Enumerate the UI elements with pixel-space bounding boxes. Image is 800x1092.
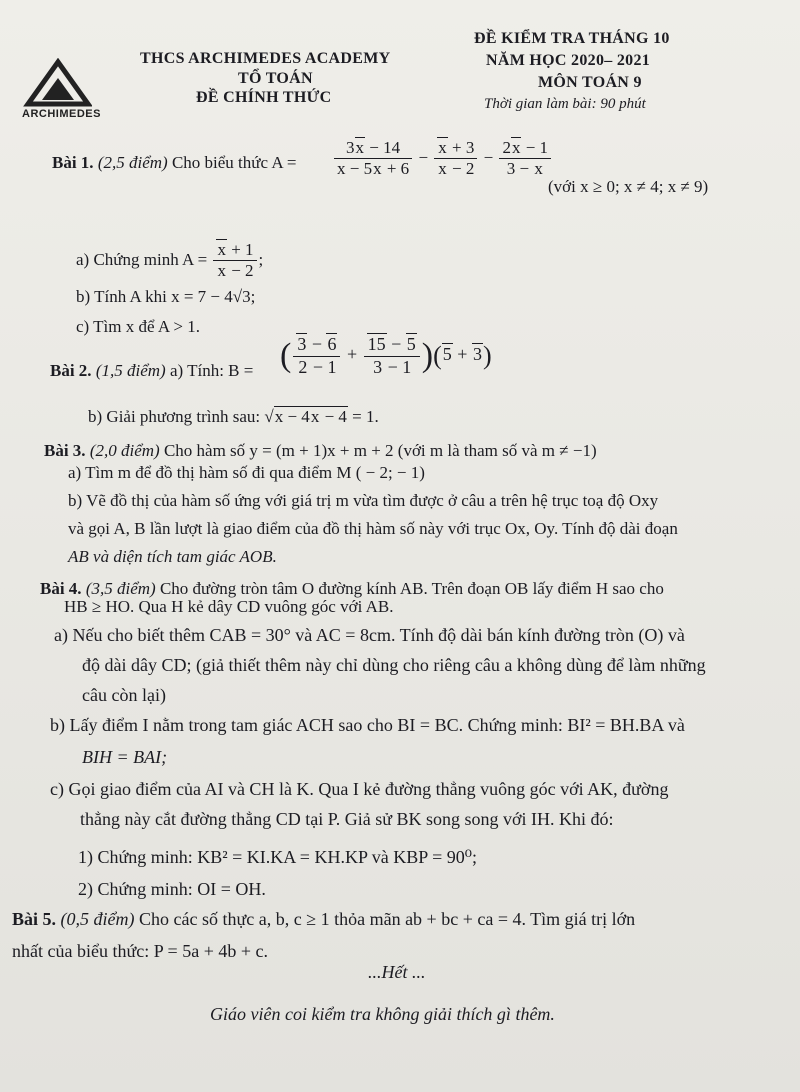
bai5-points: (0,5 điểm) [60, 909, 135, 929]
bai2-part-a: Bài 2. (1,5 điểm) a) Tính: B = [50, 361, 254, 380]
bai1-part-c: c) Tìm x để A > 1. [76, 317, 201, 336]
bai4-intro-1: Bài 4. (3,5 điểm) Cho đường tròn tâm O đường kính AB. Trên đoạn OB lấy điểm H sao cho [40, 579, 664, 598]
footer-note: Giáo viên coi kiểm tra không giải thích gì thêm. [210, 1004, 555, 1024]
bai1-intro [52, 152, 297, 173]
end-mark: ...Hết ... [368, 962, 426, 982]
bai3-intro: Bài 3. (2,0 điểm) Cho hàm số y = (m + 1)x + m + 2 (với m là tham số và m ≠ −1) [44, 441, 597, 460]
bai2-label: Bài 2. [50, 361, 92, 380]
bai1-points: (2,5 điểm) [97, 153, 168, 172]
bai4-part-c-4: 2) Chứng minh: OI = OH. [78, 879, 266, 899]
bai2-part-b: b) Giải phương trình sau: √x − 4x − 4 = 1. [88, 407, 379, 426]
bai4-part-a-2: độ dài dây CD; (giả thiết thêm này chỉ dùng cho riêng câu a không dùng để làm những [82, 655, 706, 675]
logo-text: ARCHIMEDES [22, 108, 101, 120]
bai5-label: Bài 5. [12, 909, 57, 929]
department: TỔ TOÁN [238, 70, 313, 87]
bai4-points: (3,5 điểm) [85, 579, 156, 598]
bai5-line-2: nhất của biểu thức: P = 5a + 4b + c. [12, 941, 268, 961]
duration: Thời gian làm bài: 90 phút [484, 96, 646, 112]
bai3-points: (2,0 điểm) [89, 441, 160, 460]
bai4-part-a-1: a) Nếu cho biết thêm CAB = 30° và AC = 8cm. Tính độ dài bán kính đường tròn (O) và [54, 625, 685, 645]
bai4-label: Bài 4. [40, 579, 82, 598]
school-name: THCS ARCHIMEDES ACADEMY [140, 50, 391, 67]
bai3-part-a: a) Tìm m để đồ thị hàm số đi qua điểm M ( − 2; − 1) [68, 463, 425, 482]
bai1-part-a: a) Chứng minh A = $\frac{x + 1}{x - 2}$ ; [76, 240, 264, 281]
official-label: ĐỀ CHÍNH THỨC [196, 89, 332, 106]
bai1-intro-text: Cho biểu thức A = [171, 153, 297, 172]
subject: MÔN TOÁN 9 [538, 74, 642, 91]
bai1-expression: $\frac{3x - 14}{x - 5x + 6}$ − $\frac{x + 3}{x - 2}$ − $\frac{2x - 1}{3 - x}$ [332, 138, 553, 180]
school-year: NĂM HỌC 2020– 2021 [486, 52, 651, 69]
bai4-part-b-2: BIH = BAI; [82, 747, 168, 767]
bai1-part-b: b) Tính A khi x = 7 − 4√3; [76, 287, 256, 306]
archimedes-logo [22, 58, 132, 128]
bai2-points: (1,5 điểm) [95, 361, 166, 380]
bai1-condition: (với x ≥ 0; x ≠ 4; x ≠ 9) [548, 177, 709, 196]
bai4-part-c-1: c) Gọi giao điểm của AI và CH là K. Qua I kẻ đường thẳng vuông góc với AK, đường [50, 779, 669, 799]
bai4-intro-2: HB ≥ HO. Qua H kẻ dây CD vuông góc với AB. [64, 597, 394, 616]
bai2-expression: ( $\frac{3 - 6}{2 - 1}$ + $\frac{15 - 5}{3 - 1}$ )(5 + 3) [280, 334, 492, 377]
triangle-logo-icon [22, 58, 92, 108]
bai1-label: Bài 1. [52, 153, 94, 172]
bai5-line-1: Bài 5. (0,5 điểm) Cho các số thực a, b, c ≥ 1 thỏa mãn ab + bc + ca = 4. Tìm giá trị lớn [12, 909, 636, 929]
bai4-part-a-3: câu còn lại) [82, 685, 166, 705]
bai4-part-c-2: thẳng này cắt đường thẳng CD tại P. Giả sử BK song song với IH. Khi đó: [80, 809, 614, 829]
exam-title: ĐỀ KIỂM TRA THÁNG 10 [474, 30, 670, 47]
bai3-part-b-3: AB và diện tích tam giác AOB. [68, 547, 277, 566]
bai3-part-b-1: b) Vẽ đồ thị của hàm số ứng với giá trị m vừa tìm được ở câu a trên hệ trục toạ độ Oxy [68, 491, 659, 510]
bai4-part-b-1: b) Lấy điểm I nằm trong tam giác ACH sao cho BI = BC. Chứng minh: BI² = BH.BA và [50, 715, 685, 735]
bai3-label: Bài 3. [44, 441, 86, 460]
bai3-part-b-2: và gọi A, B lần lượt là giao điểm của đồ thị hàm số này với trục Ox, Oy. Tính độ dài đoạn [68, 519, 678, 538]
bai4-part-c-3: 1) Chứng minh: KB² = KI.KA = KH.KP và KBP = 90⁰; [78, 847, 478, 867]
